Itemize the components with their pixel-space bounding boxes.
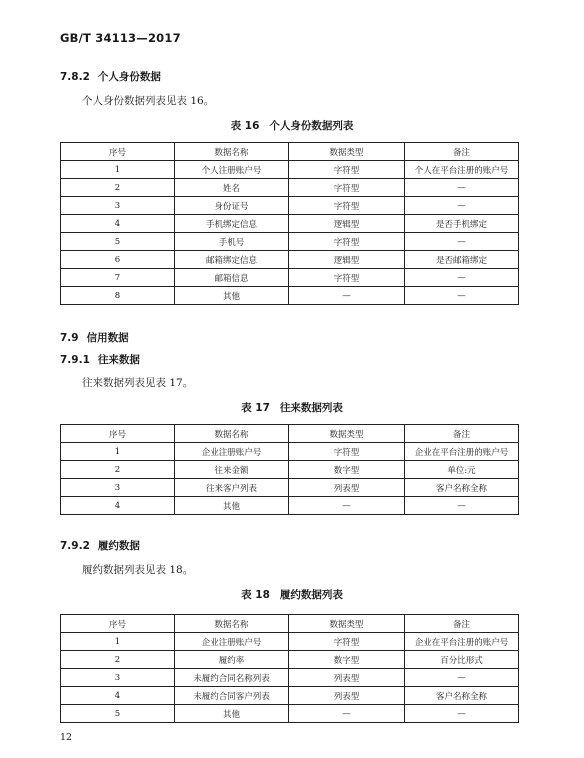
table-cell: — <box>289 705 405 723</box>
table-cell: 字符型 <box>289 197 405 215</box>
table-cell: 邮箱信息 <box>175 269 289 287</box>
table-cell: 未履约合同客户列表 <box>175 687 289 705</box>
table-cell: — <box>405 669 519 687</box>
table-cell: 客户名称全称 <box>405 479 519 497</box>
table-cell: 邮箱绑定信息 <box>175 251 289 269</box>
table-cell: 数字型 <box>289 461 405 479</box>
table-row <box>61 161 519 179</box>
paragraph-table16-ref: 个人身份数据列表见表 16。 <box>82 95 215 107</box>
column-header: 备注 <box>405 143 519 161</box>
table-cell: 3 <box>61 197 175 215</box>
table-cell: — <box>405 287 519 305</box>
section-heading-7-8-2 <box>60 69 161 84</box>
table-cell: 字符型 <box>289 269 405 287</box>
paragraph-table17-ref: 往来数据列表见表 17。 <box>82 377 194 389</box>
section-title: 履约数据 <box>97 540 140 552</box>
table-row <box>61 633 519 651</box>
table-cell: — <box>289 287 405 305</box>
table-header-row <box>61 615 519 633</box>
table-row <box>61 287 519 305</box>
table-cell: 往来客户列表 <box>175 479 289 497</box>
table-cell: — <box>405 179 519 197</box>
table-cell: 百分比形式 <box>405 651 519 669</box>
table-cell: 1 <box>61 443 175 461</box>
table-row <box>61 251 519 269</box>
table-cell: 往来金额 <box>175 461 289 479</box>
table-cell: 其他 <box>175 497 289 515</box>
column-header: 数据名称 <box>175 615 289 633</box>
table-row <box>61 443 519 461</box>
table-cell: 企业在平台注册的账户号 <box>405 633 519 651</box>
table-cell: 企业注册账户号 <box>175 633 289 651</box>
column-header: 数据名称 <box>175 143 289 161</box>
table-cell: 列表型 <box>289 669 405 687</box>
table-title: 往来数据列表 <box>279 402 343 414</box>
table-number: 表 17 <box>241 402 270 414</box>
table-row <box>61 687 519 705</box>
table-cell: 其他 <box>175 287 289 305</box>
section-heading-7-9-1 <box>60 352 140 367</box>
section-number: 7.8.2 <box>60 71 90 83</box>
column-header: 序号 <box>61 143 175 161</box>
table-cell: 4 <box>61 215 175 233</box>
table-title: 履约数据列表 <box>279 589 343 601</box>
table-cell: 3 <box>61 479 175 497</box>
table-cell: 2 <box>61 461 175 479</box>
table-cell: 4 <box>61 497 175 515</box>
table-cell: 3 <box>61 669 175 687</box>
table-cell: 1 <box>61 161 175 179</box>
table-cell: 5 <box>61 233 175 251</box>
table-title: 个人身份数据列表 <box>269 120 354 132</box>
section-number: 7.9.2 <box>60 540 90 552</box>
table-row <box>61 497 519 515</box>
table-cell: 是否手机绑定 <box>405 215 519 233</box>
table-cell: 身份证号 <box>175 197 289 215</box>
table-cell: 8 <box>61 287 175 305</box>
table-row <box>61 705 519 723</box>
document-id: GB/T 34113—2017 <box>60 31 181 45</box>
table-cell: 姓名 <box>175 179 289 197</box>
table-row <box>61 461 519 479</box>
table-cell: 字符型 <box>289 161 405 179</box>
table-cell: 是否邮箱绑定 <box>405 251 519 269</box>
table-header-row <box>61 143 519 161</box>
table-row <box>61 233 519 251</box>
table-cell: — <box>405 705 519 723</box>
table-cell: 客户名称全称 <box>405 687 519 705</box>
table-cell: 数字型 <box>289 651 405 669</box>
table-row <box>61 651 519 669</box>
table-cell: 5 <box>61 705 175 723</box>
table-cell: 字符型 <box>289 633 405 651</box>
column-header: 备注 <box>405 615 519 633</box>
table-cell: 手机绑定信息 <box>175 215 289 233</box>
table-cell: 其他 <box>175 705 289 723</box>
table-cell: 字符型 <box>289 179 405 197</box>
table-row <box>61 269 519 287</box>
table-row <box>61 479 519 497</box>
table-cell: — <box>405 497 519 515</box>
table-cell: 手机号 <box>175 233 289 251</box>
paragraph-table18-ref: 履约数据列表见表 18。 <box>82 564 194 576</box>
table-number: 表 16 <box>230 120 260 132</box>
table-cell: 企业在平台注册的账户号 <box>405 443 519 461</box>
table-cell: 4 <box>61 687 175 705</box>
column-header: 数据类型 <box>289 615 405 633</box>
table-cell: 个人注册账户号 <box>175 161 289 179</box>
page-number: 12 <box>60 732 73 743</box>
table-number: 表 18 <box>241 589 270 601</box>
table-cell: 2 <box>61 179 175 197</box>
table-row <box>61 669 519 687</box>
table-cell: 逻辑型 <box>289 251 405 269</box>
table-cell: 字符型 <box>289 233 405 251</box>
table-cell: 列表型 <box>289 687 405 705</box>
section-heading-7-9-2 <box>60 538 140 553</box>
table-row <box>61 179 519 197</box>
table-17 <box>60 424 519 515</box>
table-cell: 逻辑型 <box>289 215 405 233</box>
section-heading-7-9 <box>60 330 129 345</box>
column-header: 备注 <box>405 425 519 443</box>
table-cell: — <box>405 233 519 251</box>
table-cell: 7 <box>61 269 175 287</box>
table-16 <box>60 142 519 305</box>
table-header-row <box>61 425 519 443</box>
table16-caption <box>0 118 584 133</box>
table-cell: 字符型 <box>289 443 405 461</box>
table-cell: — <box>405 197 519 215</box>
table18-caption <box>0 587 584 602</box>
column-header: 数据名称 <box>175 425 289 443</box>
section-number: 7.9.1 <box>60 354 90 366</box>
table-cell: 2 <box>61 651 175 669</box>
table-row <box>61 215 519 233</box>
section-title: 信用数据 <box>86 332 129 344</box>
section-title: 往来数据 <box>97 354 140 366</box>
column-header: 序号 <box>61 425 175 443</box>
table-cell: 个人在平台注册的账户号 <box>405 161 519 179</box>
table-cell: 单位:元 <box>405 461 519 479</box>
table-cell: — <box>405 269 519 287</box>
section-title: 个人身份数据 <box>97 71 161 83</box>
table-cell: 未履约合同名称列表 <box>175 669 289 687</box>
table-cell: — <box>289 497 405 515</box>
table-cell: 企业注册账户号 <box>175 443 289 461</box>
column-header: 数据类型 <box>289 425 405 443</box>
column-header: 数据类型 <box>289 143 405 161</box>
table-row <box>61 197 519 215</box>
table-cell: 6 <box>61 251 175 269</box>
table-cell: 列表型 <box>289 479 405 497</box>
section-number: 7.9 <box>60 332 79 344</box>
table-18 <box>60 614 519 723</box>
column-header: 序号 <box>61 615 175 633</box>
table17-caption <box>0 400 584 415</box>
table-cell: 履约率 <box>175 651 289 669</box>
table-cell: 1 <box>61 633 175 651</box>
